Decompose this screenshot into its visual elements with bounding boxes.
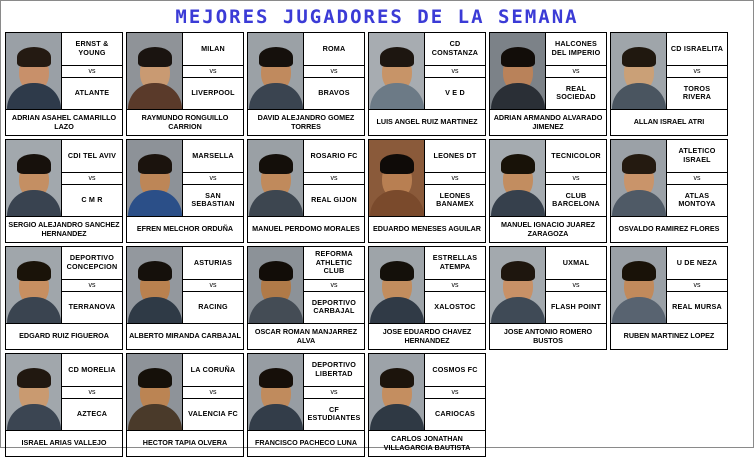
portrait-body [128, 297, 182, 323]
portrait-body [370, 190, 424, 216]
vs-label: vs [425, 386, 485, 399]
player-name: LUIS ANGEL RUIZ MARTINEZ [368, 110, 486, 136]
player-card[interactable] [247, 32, 365, 136]
team-away: REAL GIJON [311, 195, 357, 205]
player-card[interactable] [489, 246, 607, 350]
vs-label: vs [304, 172, 364, 185]
team-home: CDI TEL AVIV [67, 150, 117, 160]
player-card-top [5, 139, 123, 217]
portrait-body [491, 190, 545, 216]
team-home: TECNICOLOR [551, 150, 601, 160]
player-card[interactable] [5, 353, 123, 457]
player-photo [490, 247, 545, 323]
portrait-hair [380, 154, 414, 174]
vs-label: vs [425, 279, 485, 292]
team-away: CLUB BARCELONA [552, 190, 600, 209]
portrait-body [491, 297, 545, 323]
portrait-hair [17, 368, 51, 388]
team-away: AZTECA [76, 409, 108, 419]
player-photo [6, 247, 61, 323]
portrait-hair [17, 47, 51, 67]
match-teams [61, 354, 122, 430]
player-name: CARLOS JONATHAN VILLAGARCIA BAUTISTA [368, 431, 486, 457]
team-home: REFORMA ATHLETIC CLUB [315, 249, 353, 275]
player-card[interactable] [368, 139, 486, 243]
match-teams [182, 247, 243, 323]
portrait-body [612, 297, 666, 323]
player-row [5, 246, 749, 350]
vs-label: vs [62, 172, 122, 185]
player-card[interactable] [368, 32, 486, 136]
player-name: JOSE EDUARDO CHAVEZ HERNANDEZ [368, 324, 486, 350]
player-photo [127, 33, 182, 109]
team-away: TERRANOVA [68, 302, 116, 312]
portrait-hair [622, 261, 656, 281]
player-photo [369, 33, 424, 109]
team-home: CD ISRAELITA [670, 43, 724, 53]
team-home: MILAN [201, 43, 225, 53]
player-photo [369, 247, 424, 323]
player-name: ADRIAN ARMANDO ALVARADO JIMENEZ [489, 110, 607, 136]
portrait-body [7, 83, 61, 109]
team-home: ESTRELLAS ATEMPA [432, 253, 478, 271]
vs-label: vs [304, 279, 364, 292]
team-home: ATLETICO ISRAEL [678, 146, 716, 164]
portrait-hair [501, 261, 535, 281]
vs-label: vs [425, 65, 485, 78]
player-photo [6, 354, 61, 430]
player-card-top [5, 32, 123, 110]
player-row [5, 32, 749, 136]
player-card[interactable] [5, 32, 123, 136]
player-photo [6, 140, 61, 216]
team-home: ERNST & YOUNG [75, 39, 109, 57]
team-home: ASTURIAS [193, 257, 233, 267]
vs-label: vs [183, 279, 243, 292]
vs-label: vs [183, 386, 243, 399]
team-away: DEPORTIVO CARBAJAL [311, 297, 357, 316]
player-card[interactable] [126, 246, 244, 350]
player-card-top [610, 246, 728, 324]
team-away: BRAVOS [318, 88, 350, 98]
match-teams [424, 354, 485, 430]
team-away: FLASH POINT [550, 302, 602, 312]
team-home: CD CONSTANZA [431, 39, 479, 57]
player-card[interactable] [489, 32, 607, 136]
match-teams [182, 354, 243, 430]
match-teams [303, 140, 364, 216]
team-away: VALENCIA FC [188, 409, 238, 419]
portrait-body [370, 83, 424, 109]
portrait-hair [17, 261, 51, 281]
portrait-body [249, 404, 303, 430]
portrait-hair [501, 47, 535, 67]
player-card-top [126, 139, 244, 217]
team-away: ATLANTE [74, 88, 110, 98]
player-name: SERGIO ALEJANDRO SANCHEZ HERNANDEZ [5, 217, 123, 243]
player-card-top [368, 32, 486, 110]
portrait-hair [259, 368, 293, 388]
player-card-top [368, 246, 486, 324]
vs-label: vs [546, 279, 606, 292]
players-grid [1, 32, 753, 457]
match-teams [303, 354, 364, 430]
player-name: MANUEL IGNACIO JUAREZ ZARAGOZA [489, 217, 607, 243]
portrait-body [612, 190, 666, 216]
vs-label: vs [62, 279, 122, 292]
match-teams [666, 247, 727, 323]
portrait-hair [138, 154, 172, 174]
player-photo [369, 354, 424, 430]
match-teams [666, 33, 727, 109]
portrait-hair [138, 261, 172, 281]
team-away: V E D [445, 88, 465, 98]
team-home: MARSELLA [192, 150, 234, 160]
portrait-body [370, 297, 424, 323]
vs-label: vs [667, 279, 727, 292]
player-name: ALLAN ISRAEL ATRI [610, 110, 728, 136]
player-card[interactable] [610, 246, 728, 350]
player-name: ISRAEL ARIAS VALLEJO [5, 431, 123, 457]
portrait-body [128, 190, 182, 216]
match-teams [666, 140, 727, 216]
portrait-hair [259, 261, 293, 281]
match-teams [303, 247, 364, 323]
match-teams [424, 140, 485, 216]
team-away: REAL MURSA [672, 302, 722, 312]
match-teams [303, 33, 364, 109]
player-card[interactable] [610, 139, 728, 243]
player-card[interactable] [368, 246, 486, 350]
player-photo [611, 33, 666, 109]
player-card[interactable] [368, 353, 486, 457]
player-name: EFREN MELCHOR ORDUÑA [126, 217, 244, 243]
player-name: ADRIAN ASAHEL CAMARILLO LAZO [5, 110, 123, 136]
team-away: LIVERPOOL [191, 88, 235, 98]
player-card-top [368, 139, 486, 217]
vs-label: vs [667, 172, 727, 185]
player-photo [248, 247, 303, 323]
player-name: OSVALDO RAMIREZ FLORES [610, 217, 728, 243]
portrait-hair [380, 261, 414, 281]
match-teams [545, 140, 606, 216]
player-photo [611, 247, 666, 323]
portrait-hair [259, 47, 293, 67]
team-away: CF ESTUDIANTES [307, 404, 361, 423]
player-photo [369, 140, 424, 216]
player-photo [248, 33, 303, 109]
player-card[interactable] [126, 32, 244, 136]
player-card[interactable] [489, 139, 607, 243]
player-photo [6, 33, 61, 109]
match-teams [61, 140, 122, 216]
player-card-top [5, 246, 123, 324]
player-name: ALBERTO MIRANDA CARBAJAL [126, 324, 244, 350]
player-card-top [247, 353, 365, 431]
portrait-hair [380, 47, 414, 67]
match-teams [182, 33, 243, 109]
team-home: ROMA [322, 43, 346, 53]
team-away: SAN SEBASTIAN [191, 190, 235, 209]
player-card-top [247, 32, 365, 110]
team-away: CARIOCAS [435, 409, 475, 419]
player-photo [490, 33, 545, 109]
player-row [5, 139, 749, 243]
page-title: MEJORES JUGADORES DE LA SEMANA [175, 6, 579, 28]
portrait-body [249, 297, 303, 323]
player-card-top [489, 32, 607, 110]
portrait-body [128, 83, 182, 109]
match-teams [545, 33, 606, 109]
player-card-top [489, 139, 607, 217]
player-card-top [5, 353, 123, 431]
team-home: CD MORELIA [68, 364, 116, 374]
portrait-body [249, 83, 303, 109]
player-card[interactable] [5, 139, 123, 243]
player-name: FRANCISCO PACHECO LUNA [247, 431, 365, 457]
team-home: LEONES DT [433, 150, 477, 160]
portrait-hair [501, 154, 535, 174]
vs-label: vs [546, 65, 606, 78]
player-card-top [247, 139, 365, 217]
portrait-body [370, 404, 424, 430]
match-teams [424, 33, 485, 109]
player-card[interactable] [247, 353, 365, 457]
vs-label: vs [62, 65, 122, 78]
portrait-hair [622, 154, 656, 174]
vs-label: vs [183, 172, 243, 185]
portrait-hair [622, 47, 656, 67]
team-away: ATLAS MONTOYA [678, 190, 716, 209]
player-photo [127, 354, 182, 430]
team-home: LA CORUÑA [190, 364, 236, 374]
team-away: LEONES BANAMEX [436, 190, 474, 209]
vs-label: vs [304, 386, 364, 399]
player-name: EDGARD RUIZ FIGUEROA [5, 324, 123, 350]
portrait-body [491, 83, 545, 109]
team-home: HALCONES DEL IMPERIO [551, 39, 601, 57]
player-card-top [489, 246, 607, 324]
match-teams [424, 247, 485, 323]
portrait-hair [138, 47, 172, 67]
vs-label: vs [546, 172, 606, 185]
team-away: RACING [198, 302, 228, 312]
player-name: RUBEN MARTINEZ LOPEZ [610, 324, 728, 350]
player-name: OSCAR ROMAN MANJARREZ ALVA [247, 324, 365, 350]
player-card-top [247, 246, 365, 324]
team-home: ROSARIO FC [310, 150, 358, 160]
player-name: MANUEL PERDOMO MORALES [247, 217, 365, 243]
player-name: EDUARDO MENESES AGUILAR [368, 217, 486, 243]
team-home: UXMAL [562, 257, 590, 267]
player-card-top [126, 353, 244, 431]
player-photo [611, 140, 666, 216]
player-photo [248, 140, 303, 216]
player-card[interactable] [247, 246, 365, 350]
player-card[interactable] [5, 246, 123, 350]
team-home: COSMOS FC [432, 364, 478, 374]
team-home: DEPORTIVO CONCEPCION [66, 253, 118, 271]
player-card-top [610, 32, 728, 110]
player-name: RAYMUNDO RONGUILLO CARRION [126, 110, 244, 136]
player-card-top [126, 246, 244, 324]
vs-label: vs [667, 65, 727, 78]
portrait-hair [138, 368, 172, 388]
player-photo [490, 140, 545, 216]
team-away: REAL SOCIEDAD [556, 83, 596, 102]
vs-label: vs [425, 172, 485, 185]
vs-label: vs [62, 386, 122, 399]
team-home: DEPORTIVO LIBERTAD [311, 360, 357, 378]
team-away: C M R [81, 195, 103, 205]
match-teams [545, 247, 606, 323]
portrait-hair [259, 154, 293, 174]
portrait-body [7, 404, 61, 430]
match-teams [61, 247, 122, 323]
vs-label: vs [183, 65, 243, 78]
player-card-top [610, 139, 728, 217]
match-teams [61, 33, 122, 109]
player-card[interactable] [610, 32, 728, 136]
player-name: JOSE ANTONIO ROMERO BUSTOS [489, 324, 607, 350]
player-name: HECTOR TAPIA OLVERA [126, 431, 244, 457]
player-card[interactable] [126, 353, 244, 457]
portrait-body [612, 83, 666, 109]
team-away: XALOSTOC [434, 302, 476, 312]
player-name: DAVID ALEJANDRO GOMEZ TORRES [247, 110, 365, 136]
player-card-top [368, 353, 486, 431]
portrait-body [249, 190, 303, 216]
player-card[interactable] [126, 139, 244, 243]
portrait-body [7, 190, 61, 216]
player-photo [127, 247, 182, 323]
player-row [5, 353, 749, 457]
portrait-body [7, 297, 61, 323]
team-home: U DE NEZA [676, 257, 718, 267]
player-card-top [126, 32, 244, 110]
portrait-hair [380, 368, 414, 388]
portrait-body [128, 404, 182, 430]
team-away: TOROS RIVERA [682, 83, 712, 102]
player-card[interactable] [247, 139, 365, 243]
player-photo [127, 140, 182, 216]
match-teams [182, 140, 243, 216]
player-photo [248, 354, 303, 430]
vs-label: vs [304, 65, 364, 78]
portrait-hair [17, 154, 51, 174]
